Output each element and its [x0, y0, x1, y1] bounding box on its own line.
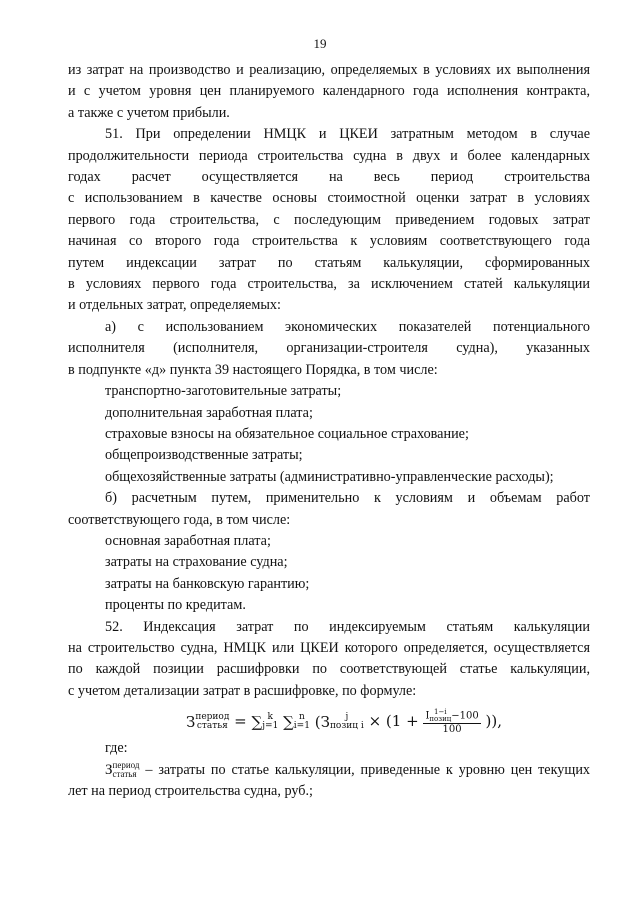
formula-sum-i: ∑ n i=1 — [283, 712, 310, 732]
list-item: общепроизводственные затраты; — [105, 447, 303, 464]
text-line: а) с использованием экономических показателей потенциального — [105, 318, 590, 335]
definition-1 — [68, 760, 590, 803]
text-line: б) расчетным путем, применительно к условиям и объемам работ — [105, 490, 590, 507]
paragraph-a — [68, 317, 590, 381]
list-item: затраты на банковскую гарантию; — [105, 575, 310, 592]
formula-term: (З j позиц i — [314, 712, 364, 732]
paragraph-intro — [68, 60, 590, 124]
formula-lhs: З период статья — [185, 712, 230, 732]
text-line: лет на период строительства судна, руб.; — [68, 783, 313, 799]
text-line: начиная со второго года строительства к условиям соответствующего года — [68, 233, 590, 250]
list-item: страховые взносы на обязательное социальное страхование; — [105, 425, 469, 442]
definition-text: – затраты по статье калькуляции, приведенные к уровню цен текущих — [145, 761, 591, 778]
text-line: с учетом детализации затрат в расшифровке, по формуле: — [68, 682, 417, 699]
text-line: по каждой позиции расшифровки по соответствующей статье калькуляции, — [68, 661, 590, 678]
text-line: 51. При определении НМЦК и ЦКЕИ затратным методом в случае — [105, 126, 590, 143]
where-label: где: — [105, 740, 128, 757]
text-line: и отдельных затрат, определяемых: — [68, 297, 281, 314]
text-line: путем индексации затрат по статьям калькуляции, сформированных — [68, 254, 590, 271]
text-line: на строительство судна, НМЦК или ЦКЕИ которого определяется, осуществляется — [68, 639, 590, 656]
text-line: а также с учетом прибыли. — [68, 104, 230, 121]
paragraph-b — [68, 488, 590, 531]
indexation-formula — [68, 706, 590, 736]
paragraph-52 — [68, 617, 590, 703]
list-item: основная заработная плата; — [105, 532, 271, 549]
list-item: дополнительная заработная плата; — [105, 404, 313, 421]
formula-equals: = — [234, 712, 247, 731]
list-item: общехозяйственные затраты (административно-управленческие расходы); — [105, 468, 554, 485]
text-line: в условиях первого года строительства, за исключением статей калькуляции — [68, 276, 590, 293]
formula-sum-j: ∑ k j=1 — [251, 712, 279, 732]
text-line: и с учетом уровня цен планируемого календарного года исполнения контракта, — [68, 83, 590, 100]
document-body — [68, 60, 590, 802]
text-line: первого года строительства, с последующим приведением годовых затрат — [68, 211, 590, 228]
text-line: в подпункте «д» пункта 39 настоящего Порядка, в том числе: — [68, 361, 438, 378]
text-line: с использованием в качестве основы стоимостной оценки затрат в условиях — [68, 190, 590, 207]
paragraph-51 — [68, 124, 590, 317]
text-line: 52. Индексация затрат по индексируемым статьям калькуляции — [105, 618, 590, 635]
text-line: соответствующего года, в том числе: — [68, 511, 291, 528]
list-item: транспортно-заготовительные затраты; — [105, 383, 342, 400]
formula-comma: , — [497, 712, 503, 731]
formula-fraction: I 1−i позиц −100 100 — [425, 708, 479, 736]
definition-line — [68, 760, 590, 781]
formula-close: )) — [485, 712, 498, 731]
page-number: 19 — [313, 36, 327, 51]
definition-symbol: З период статья — [105, 760, 140, 780]
list-item: затраты на страхование судна; — [105, 554, 288, 571]
text-line: годах расчет осуществляется на весь период строительства — [68, 169, 590, 186]
text-line: продолжительности периода строительства судна в двух и более календарных — [68, 147, 590, 164]
list-item: проценты по кредитам. — [105, 597, 246, 614]
text-line: из затрат на производство и реализацию, определяемых в условиях их выполнения — [68, 62, 590, 78]
text-line: исполнителя (исполнителя, организации-строителя судна), указанных — [68, 340, 590, 357]
formula-multiply: × (1 + — [368, 712, 419, 731]
